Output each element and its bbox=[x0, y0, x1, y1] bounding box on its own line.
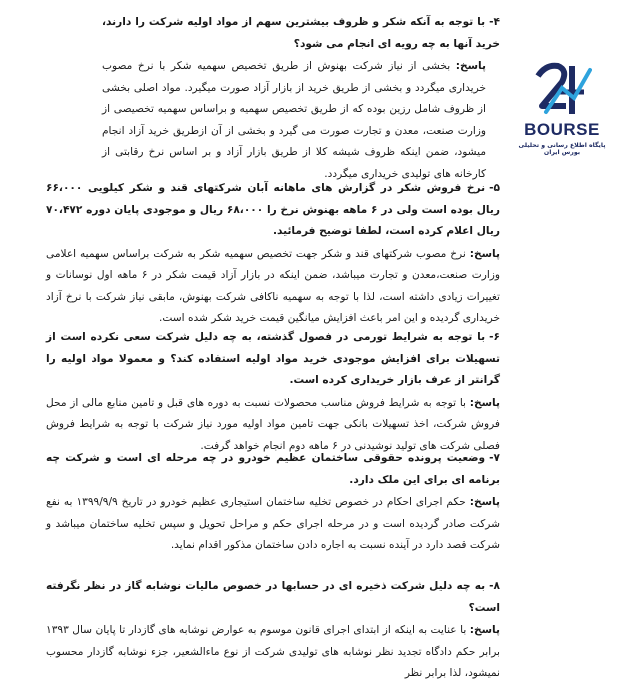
answer bbox=[46, 620, 500, 685]
answer-text: نرخ مصوب شرکتهای قند و شکر جهت تخصیص سهمیه شکر به شرکت براساس سهمیه اعلامی وزارت صنعت،معدن و تجارت میباشد، ضمن اینکه در بازار آزاد قیمت شکر در ۶ ماهه اول نوسانات و تغییرات زیادی داشته است، لذا با توجه به سهمیه ناکافی شرکت بهنوش، مابقی نیاز شرکت با نرخ آزاد خریداری گردیده و این امر باعث افزایش میانگین قیمت خرید شکر شده است. bbox=[46, 247, 501, 324]
question-number: ۴- bbox=[489, 16, 500, 28]
answer bbox=[46, 492, 500, 557]
qa-item-6 bbox=[46, 327, 500, 457]
question bbox=[46, 327, 500, 392]
qa-item-4 bbox=[102, 12, 500, 185]
question bbox=[46, 178, 500, 243]
question-text: نرخ فروش شکر در گزارش های ماهانه آبان شرکتهای قند و شکر کیلویی ۶۶،۰۰۰ ریال بوده است ولی در ۶ ماهه بهنوش نرخ را ۶۸،۰۰۰ ریال و موجودی پایان دوره ۷۰،۴۷۲ ریال اعلام کرده است، لطفا توضیح فرمائید. bbox=[46, 182, 500, 237]
question bbox=[102, 12, 500, 55]
qa-item-7 bbox=[46, 448, 500, 557]
answer-label: پاسخ: bbox=[469, 624, 500, 636]
answer-label: پاسخ: bbox=[455, 60, 486, 72]
answer-text: با توجه به شرایط فروش مناسب محصولات نسبت به دوره های قبل و تامین منابع مالی از محل فروش شرکت، اخذ تسهیلات بانکی جهت تامین مواد اولیه مورد نیاز شرکت با توجه به شرایط فروش فصلی شرکت های تولید نوشیدنی در ۶ ماهه دوم انجام خواهد گرفت. bbox=[46, 396, 500, 452]
logo-wordmark: BOURSE bbox=[524, 120, 600, 139]
answer-text: بخشی از نیاز شرکت بهنوش از طریق تخصیص سهمیه شکر با نرخ مصوب خریداری میگردد و بخشی از طریق خرید از بازار آزاد صورت میگیرد. مواد اصلی بخشی از ظروف شامل رزین بوده که از طریق تخصیص سهمیه و براساس سهمیه تخصیصی از وزارت صنعت، معدن و تجارت صورت می گیرد و بخشی از آن ازطریق خرید آزاد انجام میشود، ضمن اینکه ظروف شیشه کلا از طریق بازار آزاد و بر اساس نرخ رقابتی از کارخانه های تولیدی خریداری میگردد. bbox=[102, 60, 486, 180]
logo-tagline: پایگاه اطلاع رسانی و تحلیلی بورس ایران bbox=[518, 142, 606, 156]
bourse-logo-icon bbox=[532, 62, 592, 120]
answer-label: پاسخ: bbox=[469, 247, 500, 260]
qa-item-5 bbox=[46, 178, 500, 330]
question-text: وضعیت پرونده حقوقی ساختمان عظیم خودرو در چه مرحله ای است و شرکت چه برنامه ای برای این ملک دارد. bbox=[46, 452, 500, 486]
answer-text: با عنایت به اینکه از ابتدای اجرای قانون موسوم به عوارض نوشابه های گازدار تا پایان سال ۱۳۹۳ برابر حکم دادگاه تجدید نظر نوشابه های تولیدی شرکت از نوع ماءالشعیر، جزء نوشابه گازدار محسوب نمیشود، لذا برابر نظر bbox=[46, 624, 500, 679]
question bbox=[46, 448, 500, 491]
answer bbox=[102, 56, 500, 185]
question-text: با توجه به شرایط تورمی در فصول گذشته، به چه دلیل شرکت سعی نکرده است از تسهیلات برای افزایش موجودی خرید مواد اولیه استفاده کند؟ و معمولا مواد اولیه را گرانتر از عرف بازار خریداری کرده است. bbox=[46, 331, 500, 386]
question-number: ۵- bbox=[489, 182, 500, 194]
bourse-logo bbox=[510, 62, 614, 162]
answer-label: پاسخ: bbox=[469, 396, 500, 409]
question-number: ۶- bbox=[489, 331, 500, 343]
answer bbox=[46, 244, 500, 330]
question-number: ۷- bbox=[489, 452, 500, 464]
question-text: با توجه به آنکه شکر و ظروف بیشترین سهم از مواد اولیه شرکت را دارند، خرید آنها به چه رویه ای انجام می شود؟ bbox=[102, 16, 500, 50]
question-number: ۸- bbox=[489, 580, 500, 592]
answer-label: پاسخ: bbox=[469, 496, 501, 508]
answer-text: حکم اجرای احکام در خصوص تخلیه ساختمان استیجاری عظیم خودرو در تاریخ ۱۳۹۹/۹/۹ به نفع شرکت صادر گردیده است و در مرحله اجرای حکم و مراحل تحویل و سپس تخلیه ساختمان میباشد و شرکت قصد دارد در آینده نسبت به اجاره دادن ساختمان مذکور اقدام نماید. bbox=[46, 496, 500, 551]
qa-item-8 bbox=[46, 576, 500, 685]
question-text: به چه دلیل شرکت ذخیره ای در حسابها در خصوص مالیات نوشابه گاز در نظر نگرفته است؟ bbox=[46, 580, 500, 614]
question bbox=[46, 576, 500, 619]
